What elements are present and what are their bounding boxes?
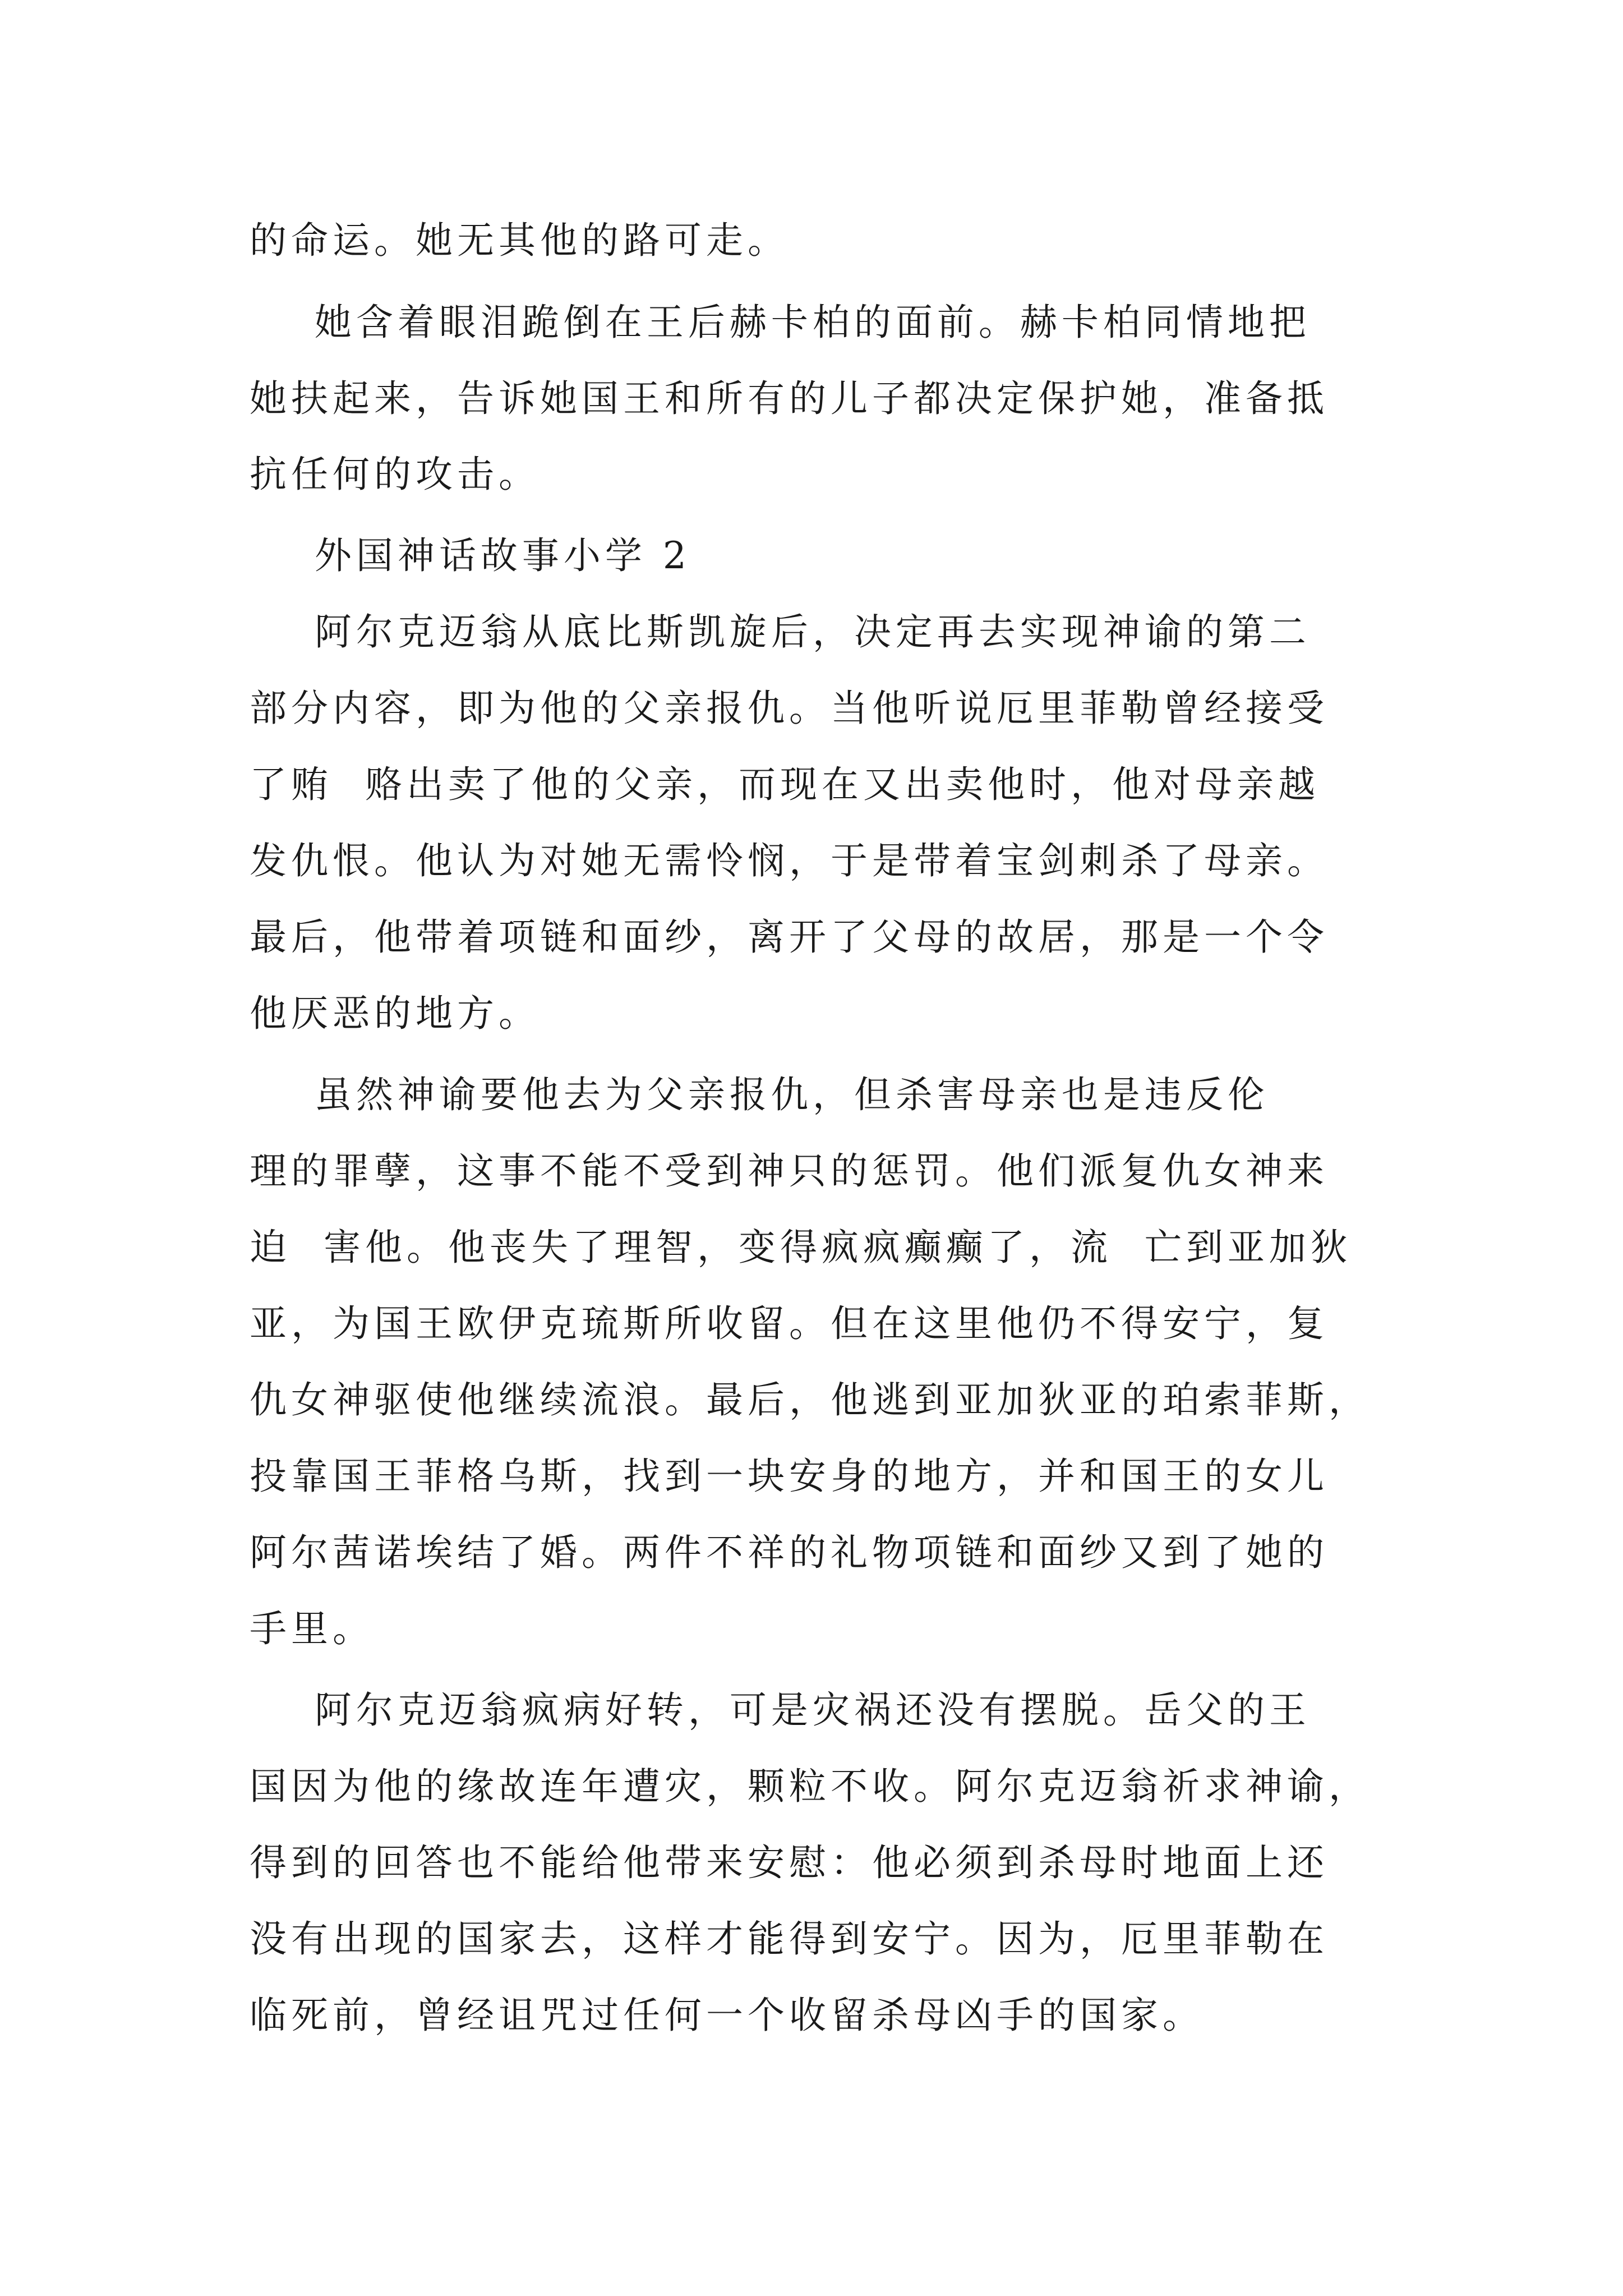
text-line: 亚，为国王欧伊克琉斯所收留。但在这里他仍不得安宁，复 xyxy=(250,1302,1329,1345)
text-line: 虽然神谕要他去为父亲报仇，但杀害母亲也是违反伦 xyxy=(250,1073,1269,1116)
text-line: 迫 害他。他丧失了理智，变得疯疯癫癫了，流 亡到亚加狄 xyxy=(250,1226,1352,1269)
text-line: 得到的回答也不能给他带来安慰：他必须到杀母时地面上还 xyxy=(250,1841,1329,1884)
text-line: 阿尔克迈翁疯病好转，可是灾祸还没有摆脱。岳父的王 xyxy=(250,1688,1311,1732)
text-line: 国因为他的缘故连年遭灾，颗粒不收。阿尔克迈翁祈求神谕， xyxy=(250,1765,1370,1808)
text-line: 阿尔克迈翁从底比斯凯旋后，决定再去实现神谕的第二 xyxy=(250,610,1311,654)
text-line: 抗任何的攻击。 xyxy=(250,453,540,496)
text-line: 手里。 xyxy=(250,1607,374,1650)
text-line: 临死前，曾经诅咒过任何一个收留杀母凶手的国家。 xyxy=(250,1994,1204,2037)
text-line: 最后，他带着项链和面纱，离开了父母的故居，那是一个令 xyxy=(250,915,1329,959)
section-heading: 外国神话故事小学 2 xyxy=(250,534,691,577)
text-line: 发仇恨。他认为对她无需怜悯，于是带着宝剑刺杀了母亲。 xyxy=(250,839,1329,882)
text-line: 部分内容，即为他的父亲报仇。当他听说厄里菲勒曾经接受 xyxy=(250,687,1329,730)
text-line: 仇女神驱使他继续流浪。最后，他逃到亚加狄亚的珀索菲斯， xyxy=(250,1378,1370,1421)
text-line: 了贿 赂出卖了他的父亲，而现在又出卖他时，他对母亲越 xyxy=(250,763,1320,806)
text-line: 他厌恶的地方。 xyxy=(250,992,540,1035)
text-line: 她含着眼泪跪倒在王后赫卡柏的面前。赫卡柏同情地把 xyxy=(250,301,1311,344)
text-line: 的命运。她无其他的路可走。 xyxy=(250,219,789,262)
text-line: 投靠国王菲格乌斯，找到一块安身的地方，并和国王的女儿 xyxy=(250,1455,1329,1498)
text-line: 阿尔茜诺埃结了婚。两件不祥的礼物项链和面纱又到了她的 xyxy=(250,1531,1329,1574)
text-line: 她扶起来，告诉她国王和所有的儿子都决定保护她，准备抵 xyxy=(250,377,1329,420)
text-line: 没有出现的国家去，这样才能得到安宁。因为，厄里菲勒在 xyxy=(250,1917,1329,1961)
text-line: 理的罪孽，这事不能不受到神只的惩罚。他们派复仇女神来 xyxy=(250,1149,1329,1193)
